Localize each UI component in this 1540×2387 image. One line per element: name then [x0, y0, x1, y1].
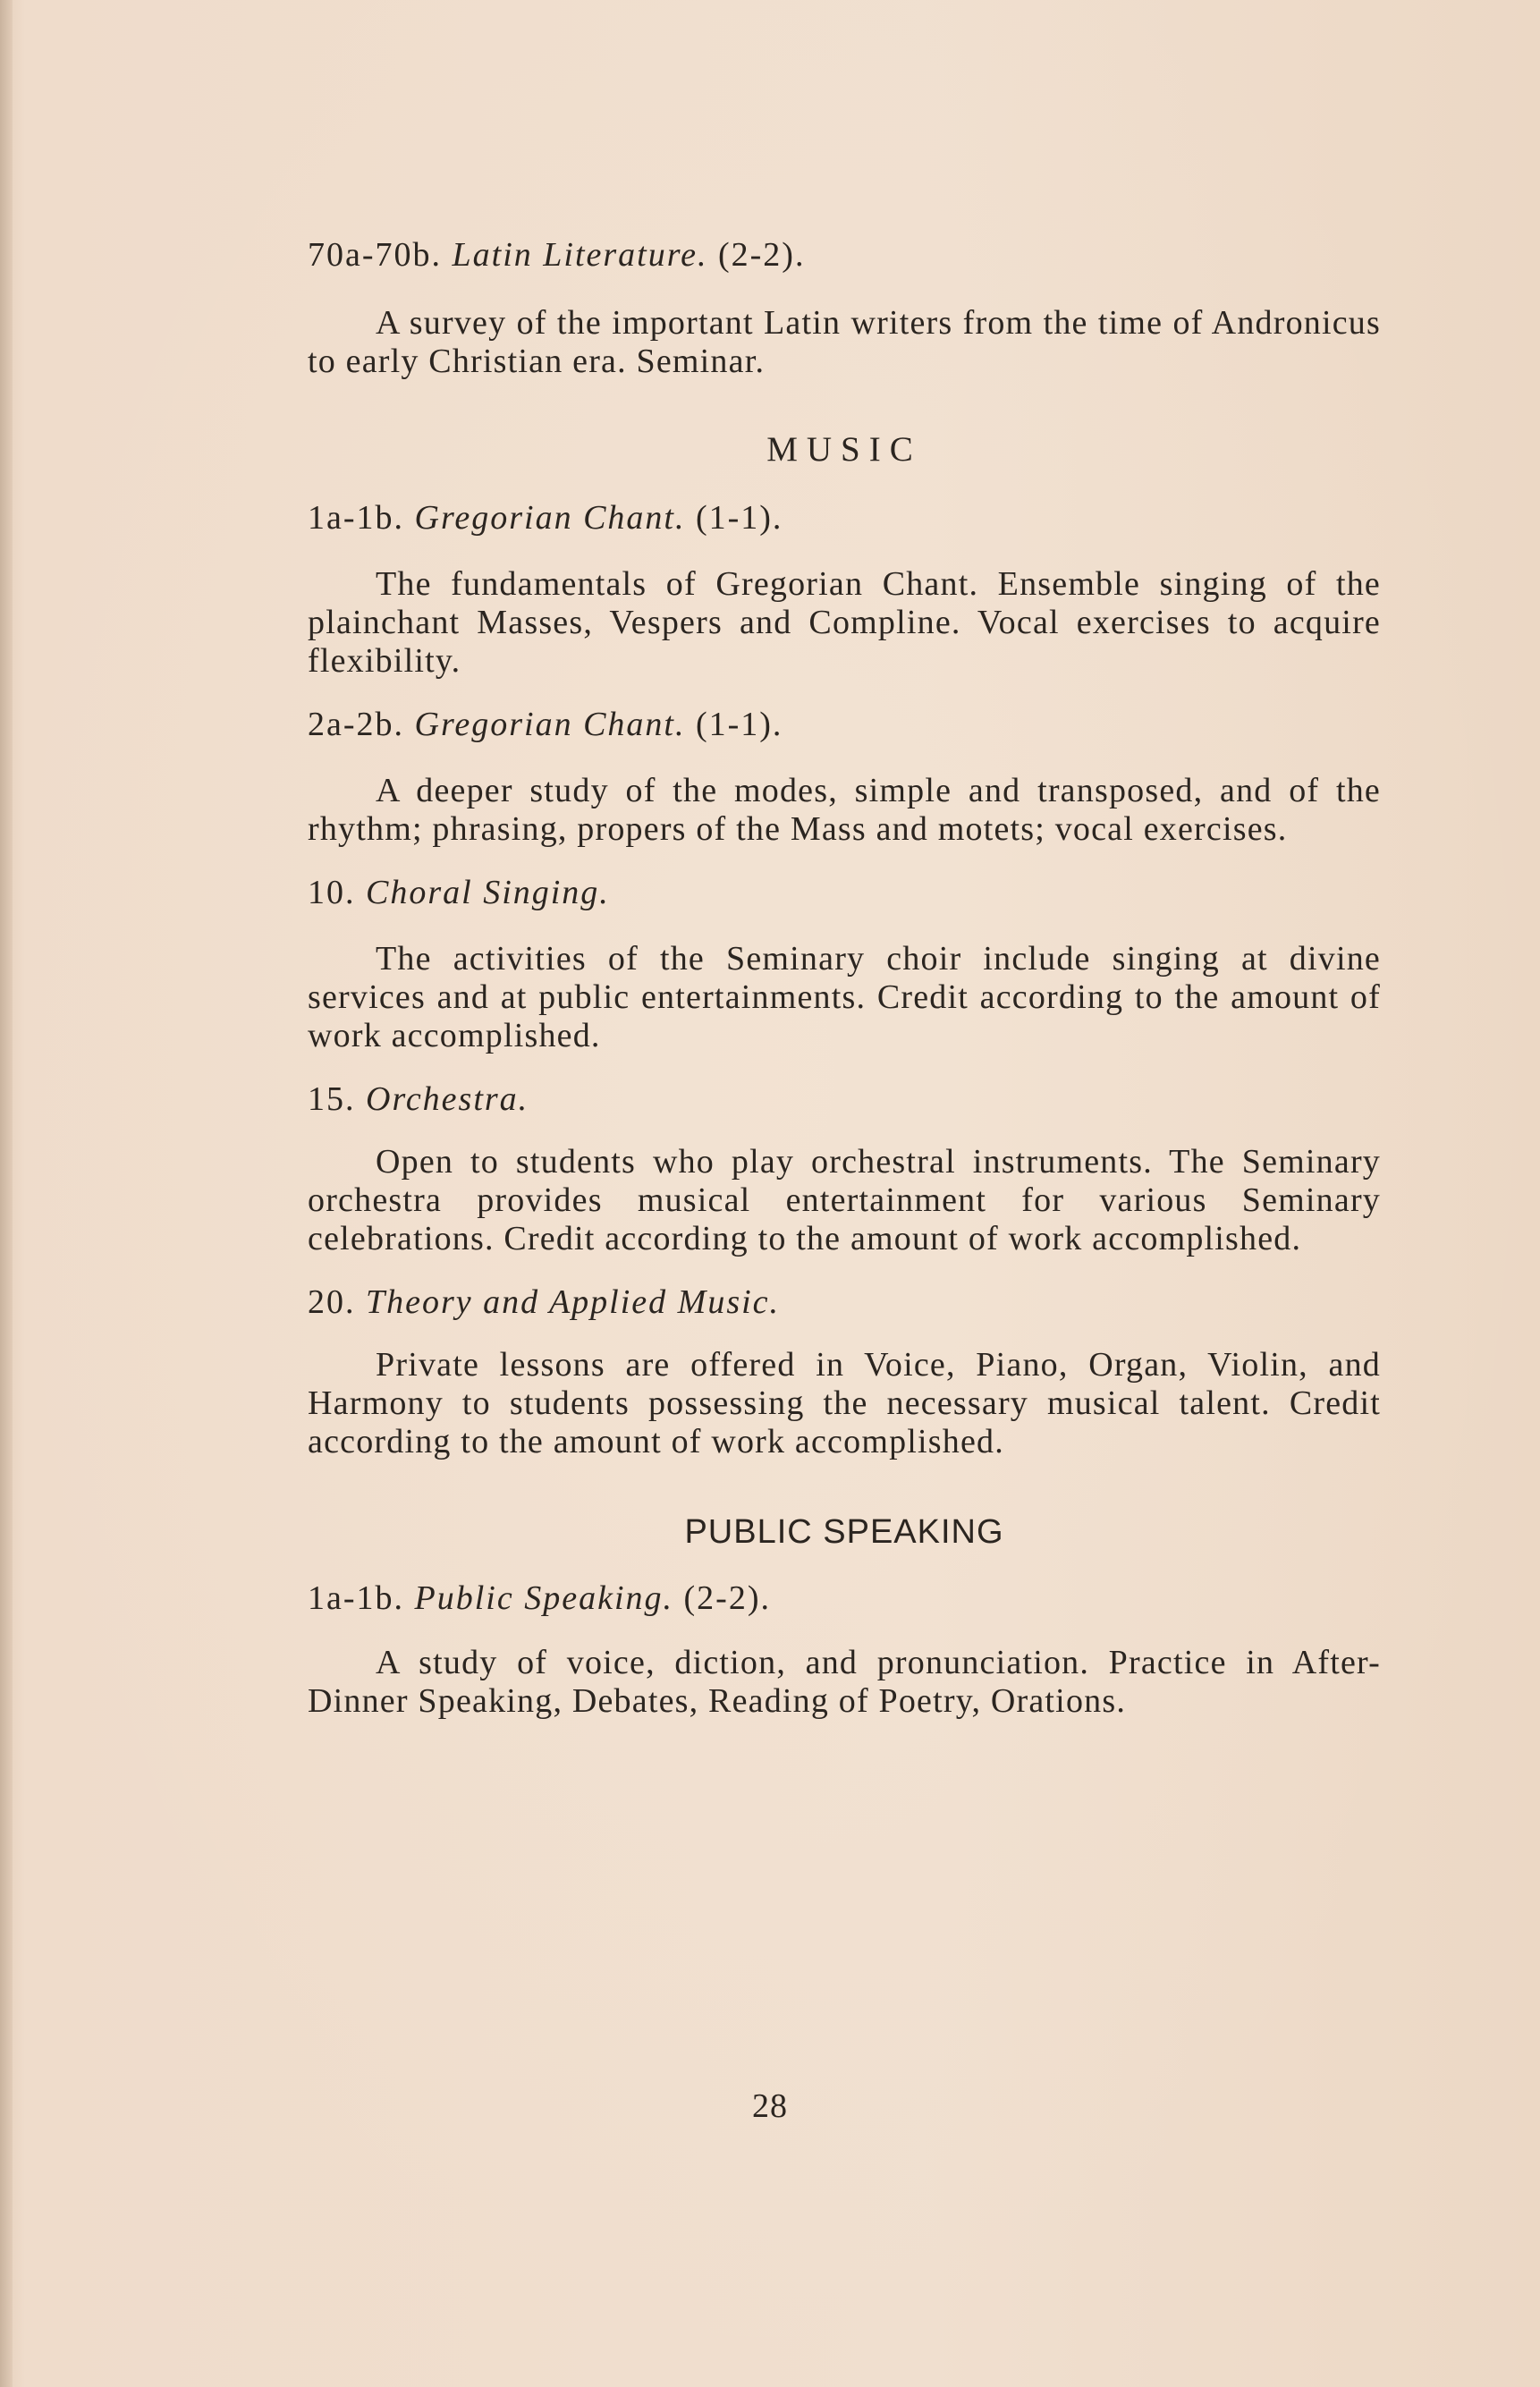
course-title: Public Speaking. — [414, 1579, 674, 1617]
course-description-gregorian-chant-1: The fundamentals of Gregorian Chant. Ensemble singing of the plainchant Masses, Vespers and Compline. Vocal exercises to acquire flexibility. — [308, 565, 1381, 680]
course-description-orchestra: Open to students who play orchestral instruments. The Seminary orchestra provides musical entertainment for various Seminary celebrations. Credit according to the amount of work accomplished. — [308, 1143, 1381, 1257]
course-title: Choral Singing. — [366, 874, 610, 911]
course-heading-choral-singing — [308, 872, 1381, 913]
course-description-choral-singing: The activities of the Seminary choir include singing at divine services and at public entertainments. Credit according to the amount of work accomplished. — [308, 940, 1381, 1054]
course-heading-orchestra — [308, 1079, 1381, 1120]
course-code: 70a-70b. — [308, 236, 443, 274]
course-credits: (2-2). — [718, 236, 806, 274]
course-description-latin-literature: A survey of the important Latin writers from the time of Andronicus to early Christian era. Seminar. — [308, 304, 1381, 380]
course-title: Theory and Applied Music. — [366, 1283, 781, 1321]
course-heading-theory-applied-music — [308, 1282, 1381, 1323]
section-heading-music: MUSIC — [766, 430, 922, 469]
course-code: 15. — [308, 1080, 356, 1118]
course-heading-gregorian-chant-2 — [308, 704, 1381, 745]
page-content — [308, 234, 1381, 1721]
course-code: 1a-1b. — [308, 499, 405, 537]
course-description-public-speaking: A study of voice, diction, and pronunciation. Practice in After-Dinner Speaking, Debates, Reading of Poetry, Orations. — [308, 1644, 1381, 1720]
course-heading-public-speaking — [308, 1578, 1381, 1619]
course-credits: (2-2). — [683, 1579, 771, 1617]
course-code: 1a-1b. — [308, 1579, 405, 1617]
course-title: Latin Literature. — [452, 236, 708, 274]
course-title: Gregorian Chant. — [414, 706, 686, 743]
course-heading-gregorian-chant-1 — [308, 497, 1381, 538]
page-spine-shadow — [0, 0, 13, 2387]
course-description-theory-applied-music: Private lessons are offered in Voice, Piano, Organ, Violin, and Harmony to students possessing the necessary musical talent. Credit according to the amount of work accomplished. — [308, 1346, 1381, 1460]
course-heading-latin-literature — [308, 234, 1381, 275]
page-number: 28 — [752, 2087, 788, 2125]
course-credits: (1-1). — [695, 499, 783, 537]
course-code: 20. — [308, 1283, 356, 1321]
course-title: Orchestra. — [366, 1080, 529, 1118]
course-credits: (1-1). — [695, 706, 783, 743]
course-code: 2a-2b. — [308, 706, 405, 743]
course-description-gregorian-chant-2: A deeper study of the modes, simple and transposed, and of the rhythm; phrasing, propers of the Mass and motets; vocal exercises. — [308, 772, 1381, 848]
course-code: 10. — [308, 874, 356, 911]
course-title: Gregorian Chant. — [414, 499, 686, 537]
section-heading-public-speaking: PUBLIC SPEAKING — [684, 1513, 1004, 1551]
